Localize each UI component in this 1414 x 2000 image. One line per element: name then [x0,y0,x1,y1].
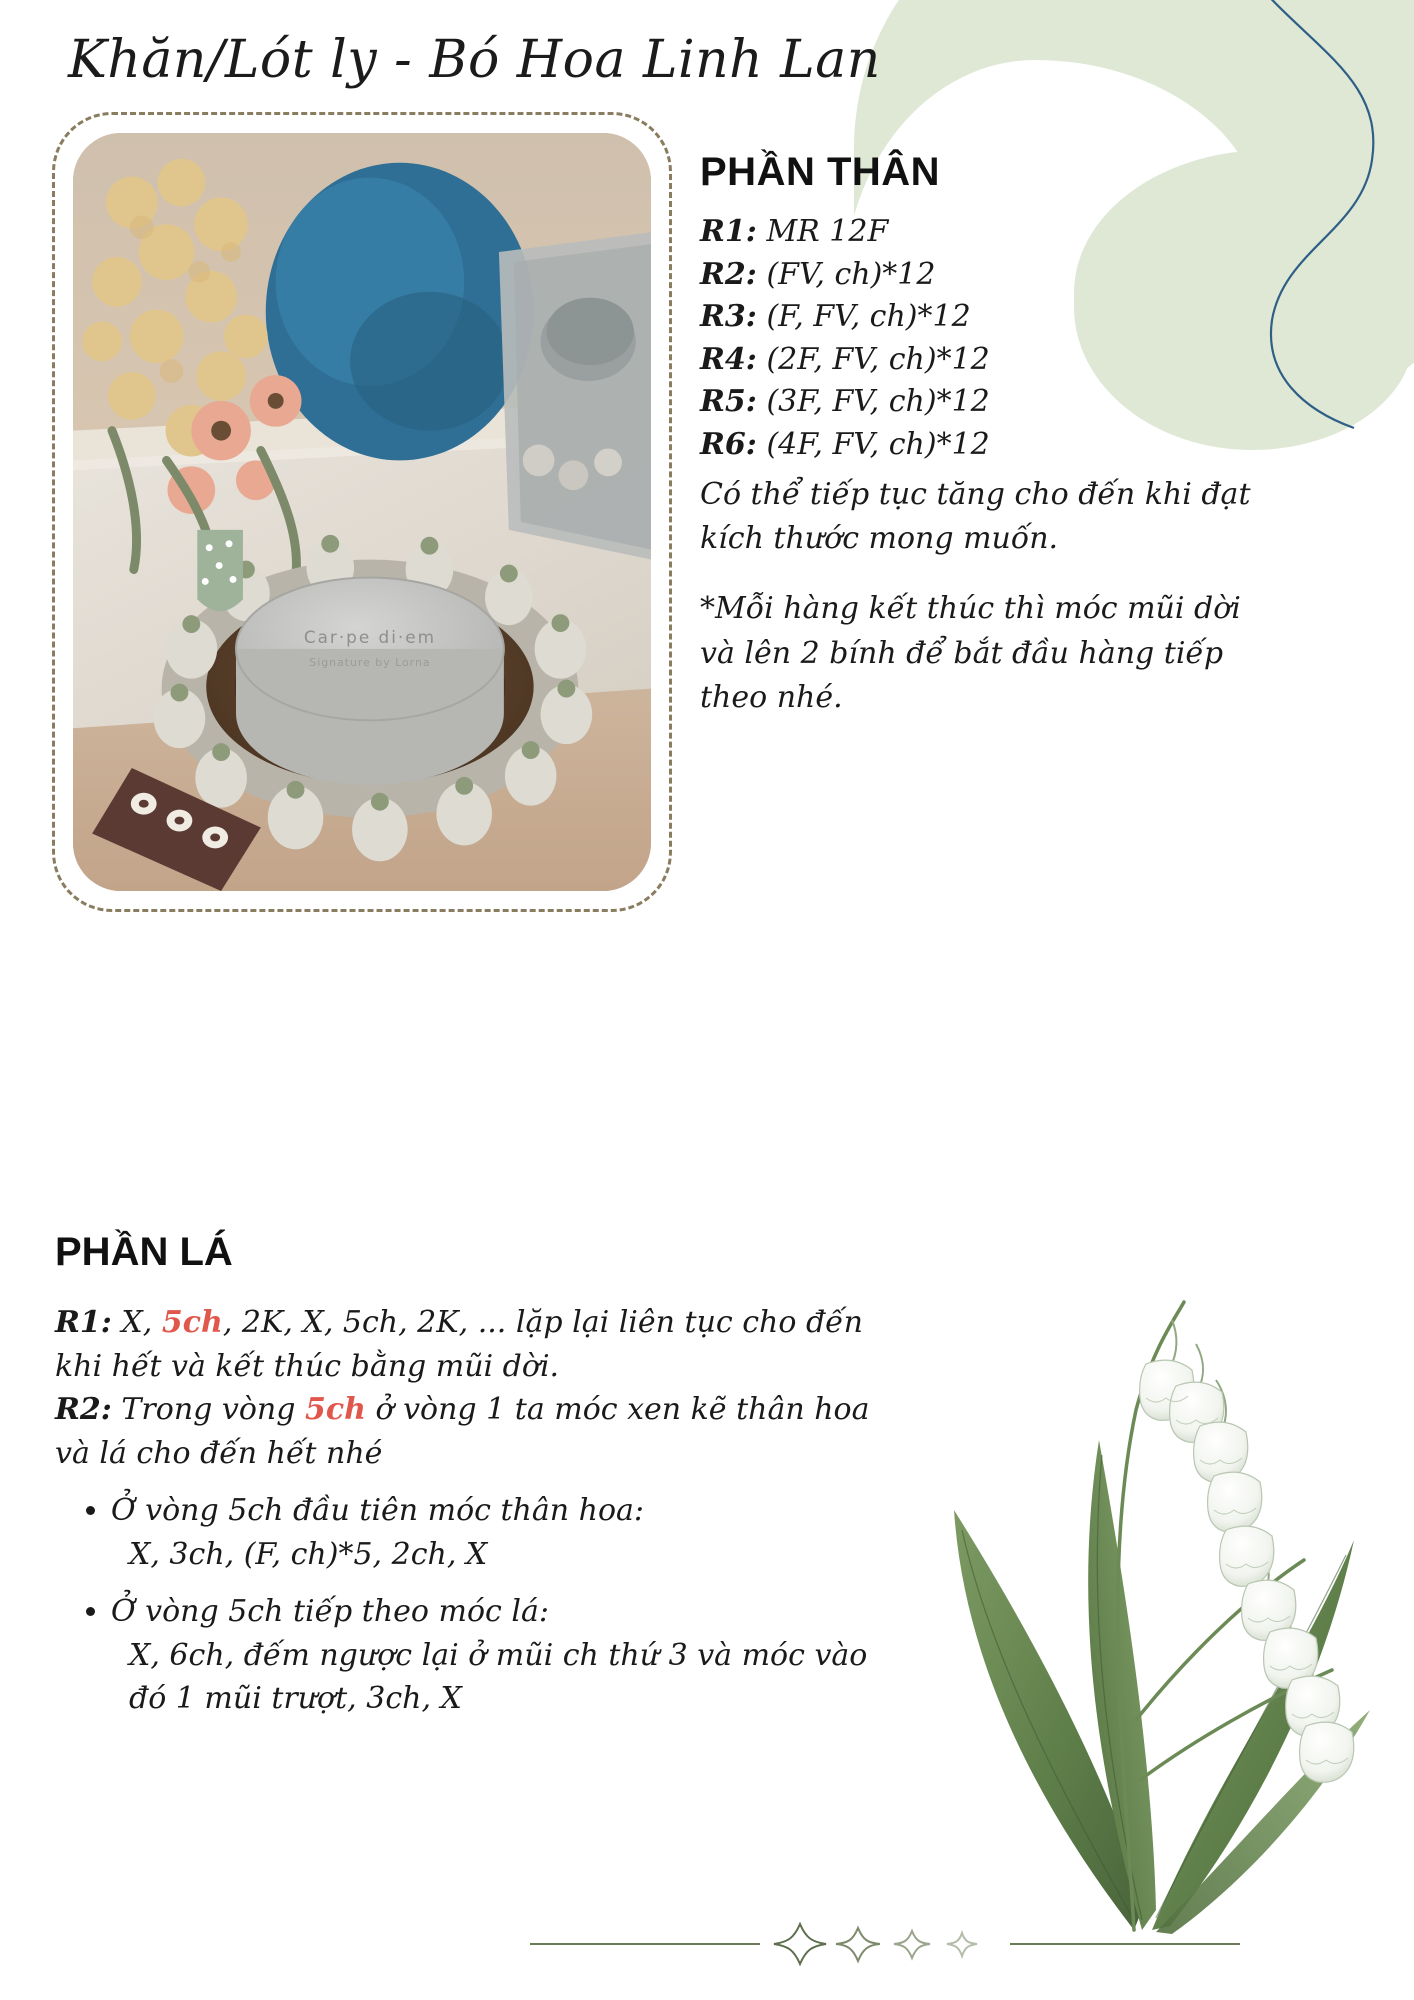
photo-frame [52,112,672,912]
body-paragraph: Có thể tiếp tục tăng cho đến khi đạt kích thước mong muốn. [700,476,1251,556]
section-leaf-pattern [55,1230,875,1735]
pattern-row-label: R1: [700,214,757,249]
pattern-row-label: R5: [700,384,757,420]
list-item [111,1590,875,1721]
pattern-row [700,424,1360,467]
pattern-row-text: (4F, FV, ch)*12 [766,426,990,462]
leaf-bullet-list [55,1489,875,1721]
project-photo [73,133,651,891]
leaf-row-1-highlight: 5ch [161,1305,223,1340]
page-title: Khăn/Lót ly - Bó Hoa Linh Lan [68,30,881,90]
pattern-row-text: (2F, FV, ch)*12 [766,341,990,377]
pattern-row [700,211,1360,254]
leaf-row-2-part2: ở vòng 1 ta móc xen kẽ thân hoa và lá cho đến hết nhé [55,1392,870,1471]
star-icon [894,1931,930,1958]
star-icon [836,1928,880,1961]
svg-text:Car·pe di·em: Car·pe di·em [303,626,437,647]
leaf-row-2-highlight: 5ch [304,1392,366,1427]
section-body-pattern [700,150,1360,721]
leaf-row-2-label: R2: [55,1392,112,1427]
pattern-row-text: (F, FV, ch)*12 [766,299,971,335]
pattern-row [700,381,1360,424]
section-body-heading: PHẦN THÂN [700,150,941,194]
body-note: *Mỗi hàng kết thúc thì móc mũi dời và lên 2 bính để bắt đầu hàng tiếp theo nhé. [700,591,1241,716]
leaf-row-1-part1: X, [111,1305,162,1340]
list-item [111,1489,875,1576]
lily-of-the-valley-illustration [884,1240,1384,1940]
leaf-row-1-part2: , 2K, X, 5ch, 2K, ... lặp lại liên tục cho đến khi hết và kết thúc bằng mũi dời. [55,1305,863,1384]
pattern-row-label: R3: [700,299,757,335]
leaf-row-1 [55,1301,875,1388]
pattern-row [700,339,1360,382]
bullet-subtext: X, 3ch, (F, ch)*5, 2ch, X [129,1536,488,1572]
pattern-row-label: R4: [700,341,757,377]
bullet-subtext: X, 6ch, đếm ngược lại ở mũi ch thứ 3 và móc vào đó 1 mũi trượt, 3ch, X [129,1637,868,1716]
pattern-row [700,296,1360,339]
star-icon [947,1933,977,1956]
pattern-row-text: (3F, FV, ch)*12 [766,384,990,420]
leaf-row-2 [55,1388,875,1475]
leaf-row-1-label: R1: [55,1305,112,1340]
pattern-row-text: (FV, ch)*12 [766,256,936,292]
bullet-text: Ở vòng 5ch đầu tiên móc thân hoa: [111,1493,644,1528]
section-leaf-heading: PHẦN LÁ [55,1230,233,1274]
footer-ornament [0,1914,1414,1974]
leaf-row-2-part1: Trong vòng [111,1392,305,1427]
pattern-row-label: R6: [700,426,757,462]
star-icon [774,1924,826,1964]
bullet-text: Ở vòng 5ch tiếp theo móc lá: [111,1594,549,1629]
svg-text:Signature by Lorna: Signature by Lorna [309,655,431,669]
pattern-row [700,254,1360,297]
pattern-row-text: MR 12F [766,214,889,249]
pattern-row-label: R2: [700,256,757,292]
